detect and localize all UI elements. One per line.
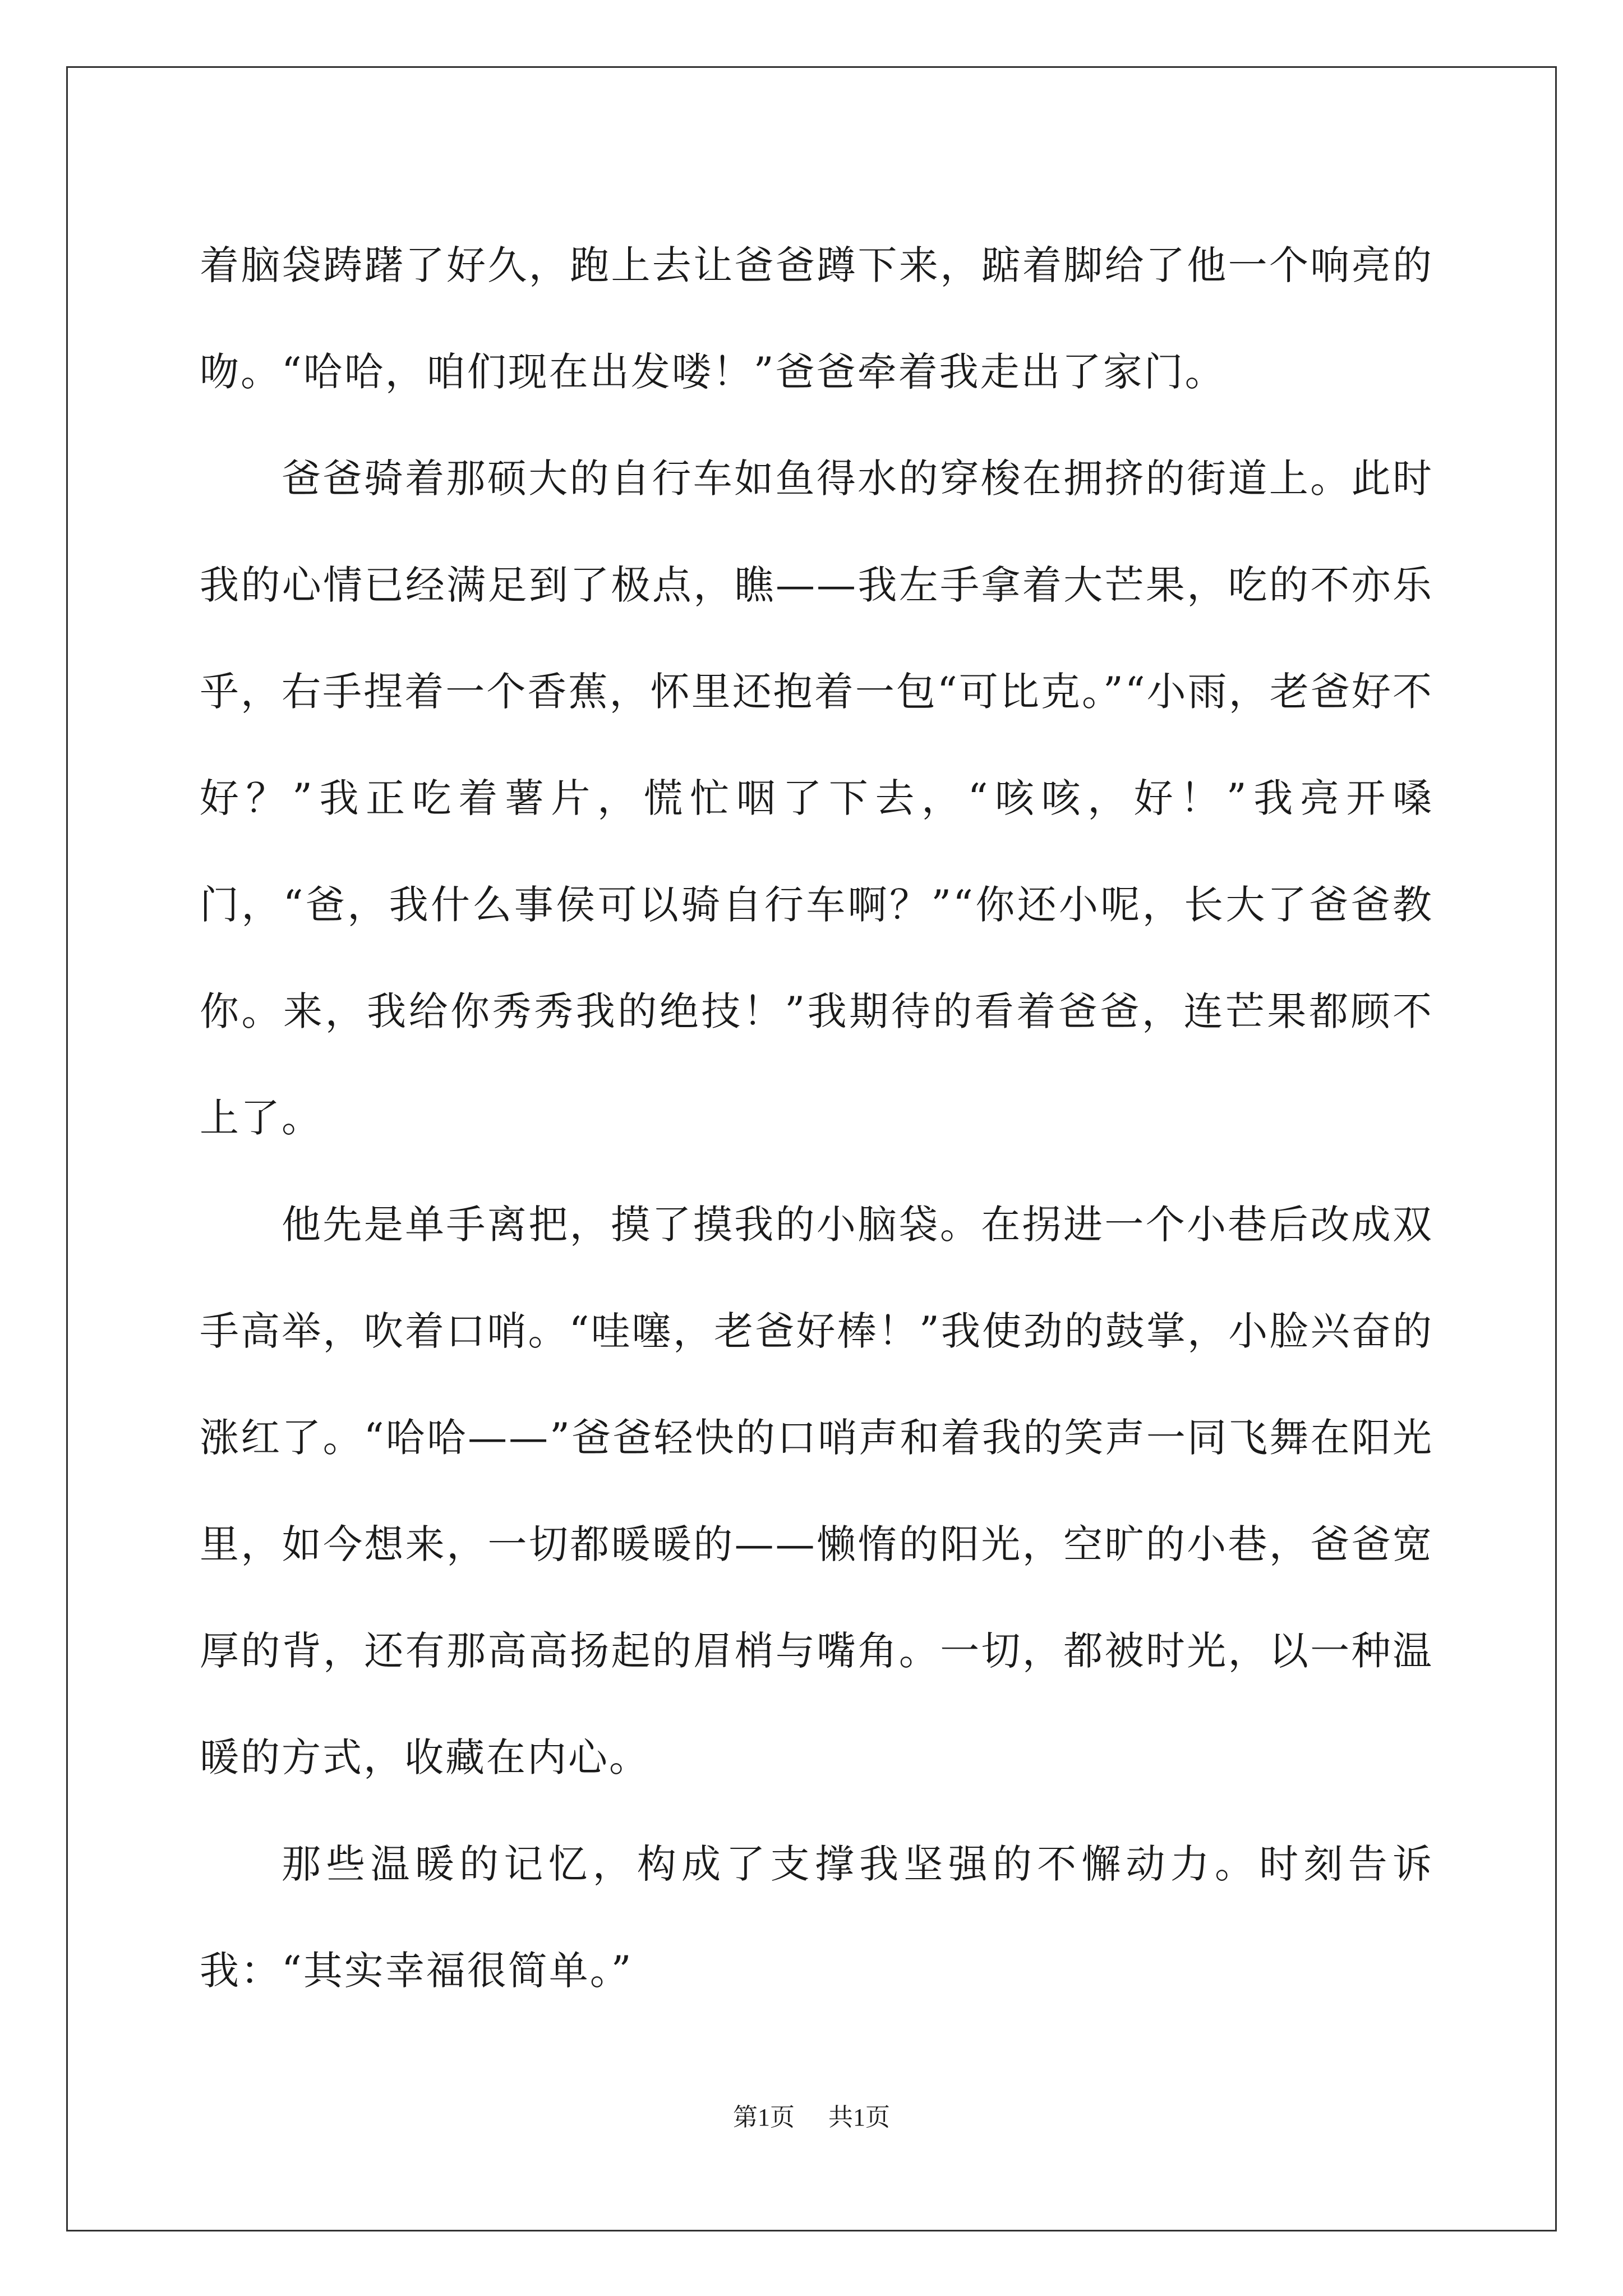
paragraph-1: 着脑袋踌躇了好久，跑上去让爸爸蹲下来，踮着脚给了他一个响亮的吻。“哈哈，咱们现在出发喽！”爸爸牵着我走出了家门。 [200,242,1433,395]
paragraph-3: 他先是单手离把，摸了摸我的小脑袋。在拐进一个小巷后改成双手高举，吹着口哨。“哇噻，老爸好棒！”我使劲的鼓掌，小脸兴奋的涨红了。“哈哈——”爸爸轻快的口哨声和着我的笑声一同飞舞在阳光里，如今想来，一切都暖暖的——懒惰的阳光，空旷的小巷，爸爸宽厚的背，还有那高高扬起的眉梢与嘴角。一切，都被时光，以一种温暖的方式，收藏在内心。 [200,1202,1433,1780]
page-footer [0,2101,1623,2134]
paragraph-4: 那些温暖的记忆，构成了支撑我坚强的不懈动力。时刻告诉我：“其实幸福很简单。” [200,1841,1433,1994]
document-body [200,212,1433,2024]
current-page-label: 第1页 [733,2104,795,2131]
paragraph-2: 爸爸骑着那硕大的自行车如鱼得水的穿梭在拥挤的街道上。此时我的心情已经满足到了极点，瞧——我左手拿着大芒果，吃的不亦乐乎，右手捏着一个香蕉，怀里还抱着一包“可比克。”“小雨，老爸好不好？”我正吃着薯片，慌忙咽了下去，“咳咳，好！”我亮开嗓门，“爸，我什么事侯可以骑自行车啊？”“你还小呢，长大了爸爸教你。来，我给你秀秀我的绝技！”我期待的看着爸爸，连芒果都顾不上了。 [200,455,1433,1141]
total-pages-label: 共1页 [828,2104,890,2131]
